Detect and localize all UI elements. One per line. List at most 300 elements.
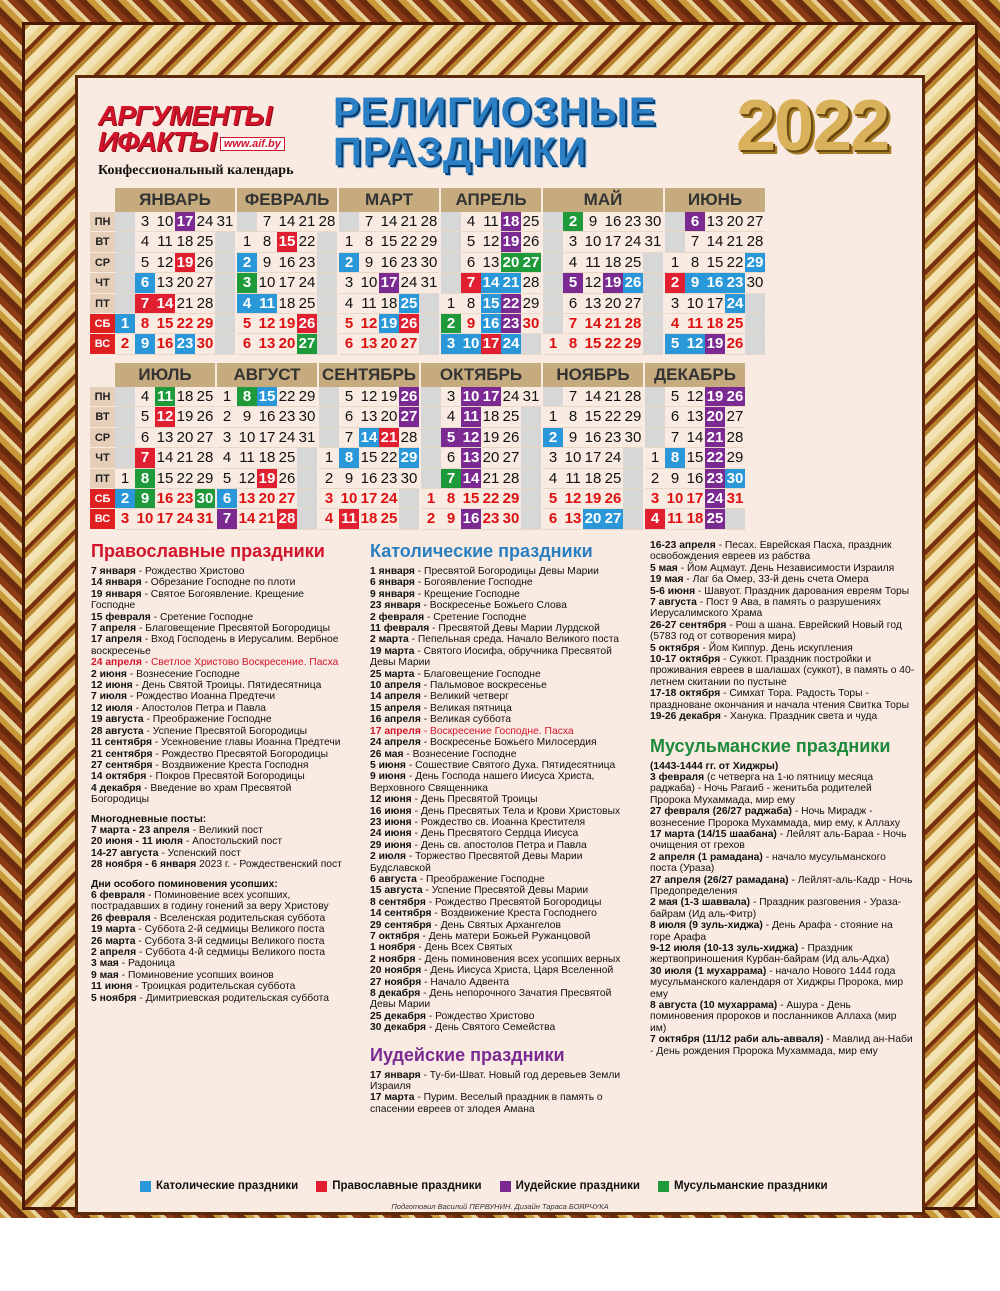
day-cell: 3 bbox=[645, 489, 665, 509]
logo-line1: АРГУМЕНТЫ bbox=[98, 100, 272, 131]
holiday-entry bbox=[370, 885, 625, 896]
day-cell: 12 bbox=[461, 428, 481, 448]
week-column bbox=[399, 212, 419, 355]
day-cell: 11 bbox=[481, 212, 501, 232]
holiday-text: - Святого Иосифа, обручника Пресвятой Девы Марии bbox=[370, 645, 612, 669]
day-cell: 12 bbox=[563, 489, 583, 509]
day-cell: 17 bbox=[603, 232, 623, 252]
day-cell: 14 bbox=[583, 387, 603, 407]
holiday-text: - Светлое Христово Воскресение. Пасха bbox=[141, 657, 339, 669]
holiday-date: 23 января bbox=[370, 600, 421, 612]
week-column bbox=[645, 387, 665, 530]
holiday-text: - Успение Пресвятой Девы Марии bbox=[422, 885, 589, 897]
day-cell: 23 bbox=[603, 428, 623, 448]
week-column bbox=[195, 212, 215, 355]
holiday-entry bbox=[650, 772, 915, 806]
day-cell bbox=[645, 387, 665, 407]
day-cell: 24 bbox=[603, 448, 623, 468]
holiday-date: 27 сентября bbox=[91, 759, 153, 771]
day-cell: 2 bbox=[115, 489, 135, 509]
week-column bbox=[339, 212, 359, 355]
holiday-text: - Рождество Иоанна Предтечи bbox=[127, 691, 276, 703]
holiday-entry bbox=[370, 897, 625, 908]
day-cell: 27 bbox=[399, 407, 419, 427]
day-cell: 29 bbox=[297, 387, 317, 407]
day-cell: 1 bbox=[115, 469, 135, 489]
day-cell bbox=[421, 407, 441, 427]
day-cell: 26 bbox=[399, 314, 419, 334]
day-cell: 14 bbox=[461, 469, 481, 489]
holiday-text: - Поминовение всех усопших, пострадавших в годину гонений за веру Христову bbox=[91, 889, 329, 913]
day-cell: 16 bbox=[359, 469, 379, 489]
day-cell: 28 bbox=[501, 469, 521, 489]
day-cell: 7 bbox=[563, 387, 583, 407]
day-cell: 14 bbox=[155, 294, 175, 314]
day-cell: 18 bbox=[175, 387, 195, 407]
holiday-text: - Преображение Господне bbox=[143, 714, 272, 726]
holiday-date: 11 июня bbox=[91, 981, 133, 993]
day-cell: 6 bbox=[543, 509, 563, 529]
month-1 bbox=[115, 212, 237, 355]
holiday-entry bbox=[650, 597, 915, 620]
holiday-entry bbox=[370, 931, 625, 942]
day-cell: 8 bbox=[563, 407, 583, 427]
day-cell: 28 bbox=[277, 509, 297, 529]
day-cell: 4 bbox=[135, 232, 155, 252]
holiday-date: 27 ноября bbox=[370, 976, 422, 988]
day-cell: 11 bbox=[685, 314, 705, 334]
holiday-text: - День Святого Семейства bbox=[425, 1022, 556, 1034]
month-4 bbox=[421, 387, 543, 530]
day-cell: 7 bbox=[461, 273, 481, 293]
day-cell: 30 bbox=[297, 407, 317, 427]
holiday-date: 7 января bbox=[91, 566, 136, 577]
holiday-date: 5-6 июня bbox=[650, 585, 696, 597]
day-cell: 30 bbox=[399, 469, 419, 489]
holiday-entry bbox=[370, 806, 625, 817]
day-cell: 4 bbox=[645, 509, 665, 529]
holiday-text: - Сретение Господне bbox=[150, 611, 254, 623]
day-cell: 3 bbox=[217, 428, 237, 448]
holiday-text: - Пепельная среда. Начало Великого поста bbox=[408, 634, 620, 646]
day-cell: 10 bbox=[257, 273, 277, 293]
holiday-date: 14 апреля bbox=[370, 691, 421, 703]
holiday-date: 30 июля (1 мухаррама) bbox=[650, 965, 767, 977]
day-cell: 7 bbox=[563, 314, 583, 334]
day-cell bbox=[543, 294, 563, 314]
week-column bbox=[481, 212, 501, 355]
week-column bbox=[725, 212, 745, 355]
logo-subtitle: Конфессиональный календарь bbox=[98, 162, 294, 178]
holiday-entry bbox=[91, 913, 346, 924]
day-cell: 12 bbox=[359, 314, 379, 334]
day-cell: 21 bbox=[379, 428, 399, 448]
holiday-entry bbox=[370, 942, 625, 953]
day-cell: 19 bbox=[379, 314, 399, 334]
day-cell: 13 bbox=[359, 407, 379, 427]
day-cell: 20 bbox=[379, 407, 399, 427]
day-cell: 27 bbox=[399, 334, 419, 354]
holiday-date: 2 февраля bbox=[370, 611, 425, 623]
holiday-entry bbox=[370, 920, 625, 931]
holiday-date: 5 ноября bbox=[91, 992, 137, 1004]
holiday-text: - Пальмовое воскресенье bbox=[420, 680, 547, 692]
day-cell: 1 bbox=[237, 232, 257, 252]
day-cell bbox=[215, 232, 235, 252]
day-cell: 7 bbox=[135, 294, 155, 314]
week-column bbox=[115, 387, 135, 530]
day-cell: 23 bbox=[175, 334, 195, 354]
month-6 bbox=[665, 212, 767, 355]
logo-url: www.aif.by bbox=[220, 137, 285, 151]
day-cell: 21 bbox=[705, 428, 725, 448]
holiday-entry bbox=[370, 566, 625, 577]
day-cell: 11 bbox=[563, 469, 583, 489]
holiday-date: 16-23 апреля bbox=[650, 540, 716, 551]
day-cell: 26 bbox=[195, 253, 215, 273]
day-cell: 17 bbox=[685, 489, 705, 509]
day-cell: 13 bbox=[705, 212, 725, 232]
holiday-text: - Суккот. Праздник постройки и проживания евреев в шалашах (суккот), в память о 40-летнем скитании по пустыне bbox=[650, 654, 915, 688]
legend-item bbox=[140, 1180, 298, 1192]
holiday-text: - Воздвижение Креста Господнего bbox=[431, 908, 597, 920]
day-cell: 3 bbox=[441, 387, 461, 407]
holiday-text: 2023 г. - Рождественский пост bbox=[196, 859, 342, 871]
day-cell: 23 bbox=[379, 469, 399, 489]
day-cell: 15 bbox=[461, 489, 481, 509]
day-cell: 7 bbox=[359, 212, 379, 232]
week-column bbox=[603, 212, 623, 355]
day-cell: 2 bbox=[339, 253, 359, 273]
week-column bbox=[115, 212, 135, 355]
day-cell: 28 bbox=[725, 428, 745, 448]
day-cell: 5 bbox=[339, 314, 359, 334]
catholic-column bbox=[370, 540, 625, 1115]
day-cell: 20 bbox=[257, 489, 277, 509]
day-cell: 23 bbox=[623, 212, 643, 232]
holiday-text: - День Святой Троицы. Пятидесятница bbox=[132, 680, 322, 692]
day-cell: 7 bbox=[339, 428, 359, 448]
memorial-list bbox=[91, 890, 346, 1004]
day-cell: 27 bbox=[603, 509, 623, 529]
holiday-entry bbox=[91, 726, 346, 737]
day-cell: 31 bbox=[297, 428, 317, 448]
holiday-entry bbox=[370, 600, 625, 611]
day-cell: 25 bbox=[705, 509, 725, 529]
day-cell bbox=[237, 212, 257, 232]
day-cell: 9 bbox=[135, 489, 155, 509]
holiday-date: 6 февраля bbox=[91, 889, 146, 901]
holiday-entry bbox=[650, 897, 915, 920]
day-cell bbox=[297, 469, 317, 489]
day-cell: 28 bbox=[623, 387, 643, 407]
legend-label: Мусульманские праздники bbox=[673, 1180, 828, 1192]
day-cell: 3 bbox=[319, 489, 339, 509]
day-cell: 16 bbox=[603, 212, 623, 232]
day-cell: 4 bbox=[135, 387, 155, 407]
day-cell: 29 bbox=[521, 294, 541, 314]
holiday-entry bbox=[91, 890, 346, 913]
day-cell: 25 bbox=[603, 469, 623, 489]
day-cell: 7 bbox=[665, 428, 685, 448]
day-cell: 9 bbox=[685, 273, 705, 293]
holiday-entry bbox=[91, 691, 346, 702]
holiday-date: 5 мая bbox=[650, 562, 678, 574]
holiday-entry bbox=[91, 566, 346, 577]
week-column bbox=[543, 212, 563, 355]
calendar-panel bbox=[75, 75, 925, 1215]
week-column bbox=[237, 387, 257, 530]
day-cell: 21 bbox=[257, 509, 277, 529]
holiday-date: 20 июня - 11 июля bbox=[91, 836, 183, 848]
day-cell: 6 bbox=[441, 448, 461, 468]
day-cell bbox=[419, 314, 439, 334]
holiday-date: 7 апреля bbox=[91, 623, 137, 635]
holiday-date: 9-12 июля (10-13 зуль-хиджа) bbox=[650, 943, 799, 954]
day-cell bbox=[745, 314, 765, 334]
day-cell: 22 bbox=[277, 387, 297, 407]
day-cell: 29 bbox=[623, 407, 643, 427]
day-cell: 8 bbox=[339, 448, 359, 468]
day-cell: 4 bbox=[563, 253, 583, 273]
day-cell: 18 bbox=[277, 294, 297, 314]
week-column bbox=[705, 212, 725, 355]
day-cell: 21 bbox=[175, 448, 195, 468]
day-cell: 17 bbox=[257, 428, 277, 448]
day-cell: 17 bbox=[175, 212, 195, 232]
day-cell bbox=[645, 407, 665, 427]
day-cell: 26 bbox=[623, 273, 643, 293]
week-column bbox=[643, 212, 663, 355]
month-name: МАРТ bbox=[339, 188, 441, 212]
holiday-text: - День Святых Архангелов bbox=[431, 919, 561, 931]
week-column bbox=[419, 212, 439, 355]
day-cell: 28 bbox=[419, 212, 439, 232]
day-cell: 30 bbox=[419, 253, 439, 273]
day-cell: 9 bbox=[665, 469, 685, 489]
holiday-entry bbox=[91, 680, 346, 691]
day-labels bbox=[90, 387, 115, 530]
day-cell: 29 bbox=[623, 334, 643, 354]
holiday-text: - Апостолов Петра и Павла bbox=[132, 702, 267, 714]
holiday-text: - Благовещение Господне bbox=[414, 668, 541, 680]
jewish-muslim-column bbox=[650, 540, 915, 1057]
week-column bbox=[319, 387, 339, 530]
week-column bbox=[481, 387, 501, 530]
week-column bbox=[237, 212, 257, 355]
holiday-date: 7 октября (11/12 раби аль-авваля) bbox=[650, 1034, 824, 1046]
day-cell: 20 bbox=[481, 448, 501, 468]
holiday-text: - Воздвижение Креста Господня bbox=[152, 759, 309, 771]
day-cell: 15 bbox=[257, 387, 277, 407]
legend bbox=[140, 1180, 880, 1192]
holiday-entry bbox=[650, 806, 915, 829]
day-cell: 12 bbox=[155, 407, 175, 427]
holiday-entry bbox=[91, 783, 346, 806]
day-cell: 12 bbox=[583, 273, 603, 293]
day-cell: 13 bbox=[237, 489, 257, 509]
holiday-date: 17 апреля bbox=[370, 725, 421, 737]
day-label: ЧТ bbox=[90, 448, 115, 468]
day-cell bbox=[317, 273, 337, 293]
day-cell: 16 bbox=[155, 489, 175, 509]
month-2 bbox=[237, 212, 339, 355]
day-cell: 29 bbox=[501, 489, 521, 509]
holiday-entry bbox=[370, 669, 625, 680]
legend-swatch bbox=[316, 1181, 327, 1192]
credits: Подготовил Василий ПЕРВУНИН. Дизайн Тараса БОЯРЧУКА bbox=[391, 1202, 609, 1211]
holiday-entry bbox=[370, 908, 625, 919]
month-grid-row bbox=[90, 387, 916, 530]
day-cell: 15 bbox=[705, 253, 725, 273]
holiday-entry bbox=[91, 760, 346, 771]
holiday-text: - Мавлид ан-Наби - День рождения Пророка Мухаммада, мир ему bbox=[650, 1034, 913, 1057]
holiday-date: 24 апреля bbox=[370, 737, 421, 749]
day-cell: 25 bbox=[297, 294, 317, 314]
day-cell: 10 bbox=[685, 294, 705, 314]
day-cell: 16 bbox=[685, 469, 705, 489]
day-cell bbox=[115, 448, 135, 468]
holiday-date: 19 января bbox=[91, 588, 142, 600]
day-cell: 29 bbox=[399, 448, 419, 468]
orthodox-list bbox=[91, 566, 346, 806]
day-cell: 8 bbox=[665, 448, 685, 468]
holiday-entry bbox=[91, 737, 346, 748]
holiday-date: 24 апреля bbox=[91, 657, 142, 669]
week-column bbox=[563, 212, 583, 355]
day-cell: 2 bbox=[421, 509, 441, 529]
day-cell bbox=[521, 334, 541, 354]
week-column bbox=[461, 387, 481, 530]
day-cell bbox=[115, 212, 135, 232]
holiday-date: 28 августа bbox=[91, 725, 144, 737]
day-cell bbox=[419, 334, 439, 354]
day-cell: 22 bbox=[603, 334, 623, 354]
day-label-spacer bbox=[90, 188, 115, 212]
day-cell: 2 bbox=[237, 253, 257, 273]
holiday-entry bbox=[91, 947, 346, 958]
holiday-text: - Песах. Еврейская Пасха, праздник освобождения евреев из рабства bbox=[650, 540, 892, 563]
holiday-entry bbox=[370, 726, 625, 737]
title-line1: РЕЛИГИОЗНЫЕ bbox=[333, 90, 657, 134]
day-cell: 27 bbox=[277, 489, 297, 509]
holiday-text: - Рождество св. Иоанна Крестителя bbox=[411, 816, 586, 828]
holiday-text: - День непорочного Зачатия Пресвятой Девы Марии bbox=[370, 988, 612, 1011]
day-cell: 17 bbox=[359, 489, 379, 509]
day-cell: 18 bbox=[501, 212, 521, 232]
holiday-date: 9 января bbox=[370, 588, 415, 600]
holiday-entry bbox=[370, 988, 625, 1011]
day-cell: 28 bbox=[745, 232, 765, 252]
day-cell: 13 bbox=[481, 253, 501, 273]
fasts-list bbox=[91, 825, 346, 871]
holiday-date: 2 марта bbox=[370, 634, 409, 646]
day-cell: 19 bbox=[277, 314, 297, 334]
day-cell: 23 bbox=[175, 489, 195, 509]
day-cell: 14 bbox=[583, 314, 603, 334]
holiday-text: - Начало Адвента bbox=[421, 976, 510, 988]
day-label-spacer bbox=[90, 363, 115, 387]
week-column bbox=[297, 212, 317, 355]
day-cell: 11 bbox=[257, 294, 277, 314]
day-cell bbox=[745, 334, 765, 354]
month-name: ДЕКАБРЬ bbox=[645, 363, 747, 387]
day-cell: 18 bbox=[603, 253, 623, 273]
day-cell: 5 bbox=[461, 232, 481, 252]
day-cell: 16 bbox=[481, 314, 501, 334]
day-cell: 9 bbox=[257, 253, 277, 273]
day-cell: 8 bbox=[461, 294, 481, 314]
day-cell: 14 bbox=[155, 448, 175, 468]
holiday-entry bbox=[650, 643, 915, 654]
orthodox-column bbox=[91, 540, 346, 1004]
holiday-text: - Праздник жертвоприношения Курбан-байрам (Ид аль-Адха) bbox=[650, 943, 890, 966]
day-cell: 6 bbox=[217, 489, 237, 509]
day-cell: 8 bbox=[441, 489, 461, 509]
holiday-entry bbox=[370, 851, 625, 874]
day-cell: 6 bbox=[237, 334, 257, 354]
holiday-text: - Троицкая родительская суббота bbox=[132, 981, 296, 993]
holiday-date: 5 июня bbox=[370, 759, 406, 771]
holiday-text: - Суббота 3-й седмицы Великого поста bbox=[135, 935, 325, 947]
month-header-row bbox=[90, 363, 916, 387]
day-cell: 25 bbox=[277, 448, 297, 468]
day-cell bbox=[215, 273, 235, 293]
day-cell: 1 bbox=[115, 314, 135, 334]
day-cell bbox=[623, 509, 643, 529]
day-cell: 12 bbox=[359, 387, 379, 407]
day-cell: 5 bbox=[665, 334, 685, 354]
holiday-text: - Благовещение Пресвятой Богородицы bbox=[136, 623, 330, 635]
holiday-date: 15 апреля bbox=[370, 702, 421, 714]
holiday-date: 2 июля bbox=[370, 851, 407, 863]
day-cell: 29 bbox=[725, 448, 745, 468]
day-cell: 1 bbox=[217, 387, 237, 407]
holiday-date: 8 июля (9 зуль-хиджа) bbox=[650, 920, 763, 932]
day-cell: 11 bbox=[339, 509, 359, 529]
holiday-text: - Рождество Христово bbox=[425, 1010, 535, 1022]
day-cell bbox=[419, 294, 439, 314]
month-name: ЯНВАРЬ bbox=[115, 188, 237, 212]
holiday-date: 2 апреля (1 рамадана) bbox=[650, 851, 763, 863]
day-cell: 12 bbox=[685, 387, 705, 407]
catholic-heading: Католические праздники bbox=[370, 541, 593, 561]
day-cell: 22 bbox=[501, 294, 521, 314]
day-cell bbox=[339, 212, 359, 232]
week-column bbox=[725, 387, 745, 530]
day-cell bbox=[643, 314, 663, 334]
jewish-list-b bbox=[650, 540, 915, 723]
day-cell: 17 bbox=[155, 509, 175, 529]
day-cell: 5 bbox=[563, 273, 583, 293]
holiday-entry bbox=[91, 859, 346, 870]
holiday-text: - Великая суббота bbox=[420, 714, 511, 726]
day-cell: 21 bbox=[399, 212, 419, 232]
week-column bbox=[441, 387, 461, 530]
holiday-date: 17 марта (14/15 шаабана) bbox=[650, 828, 777, 840]
holiday-date: 7 августа bbox=[650, 597, 697, 609]
day-cell: 9 bbox=[237, 407, 257, 427]
day-cell: 13 bbox=[257, 334, 277, 354]
day-cell: 22 bbox=[481, 489, 501, 509]
day-cell: 19 bbox=[501, 232, 521, 252]
day-cell: 8 bbox=[237, 387, 257, 407]
day-cell: 21 bbox=[603, 387, 623, 407]
holiday-text: - Лаг ба Омер, 33-й день счета Омера bbox=[683, 574, 869, 586]
day-cell bbox=[643, 334, 663, 354]
day-label: ВС bbox=[90, 334, 115, 354]
legend-swatch bbox=[140, 1181, 151, 1192]
